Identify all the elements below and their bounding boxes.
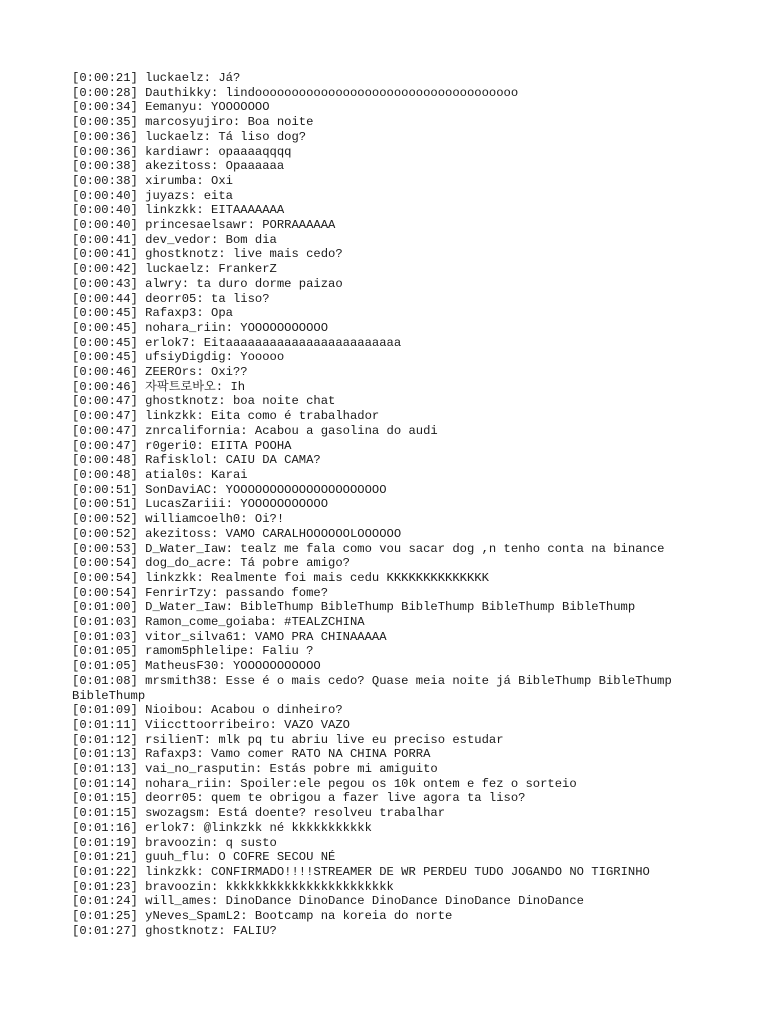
chat-message: lindoooooooooooooooooooooooooooooooooooo <box>225 85 519 100</box>
chat-line: [0:00:54] dog_do_acre: Tá pobre amigo? <box>72 556 350 571</box>
chat-line: [0:01:15] swozagsm: Está doente? resolveu trabalhar <box>72 806 446 821</box>
chat-timestamp: [0:00:36] <box>72 129 138 144</box>
chat-username: luckaelz <box>145 262 204 277</box>
chat-message: boa noite chat <box>232 394 336 409</box>
chat-message: EITAAAAAAA <box>211 203 285 218</box>
chat-username: ramom5phlelipe <box>145 644 248 659</box>
chat-username: vitor_silva61 <box>145 629 241 644</box>
chat-message: Ih <box>230 379 246 394</box>
chat-line: [0:00:41] dev_vedor: Bom dia <box>72 232 277 247</box>
chat-timestamp: [0:00:40] <box>72 218 138 233</box>
chat-message: Eitaaaaaaaaaaaaaaaaaaaaaaaa <box>203 335 402 350</box>
chat-message: Yooooo <box>240 350 285 365</box>
chat-message: ta liso? <box>211 291 270 306</box>
chat-timestamp: [0:00:42] <box>72 262 138 277</box>
chat-message: ta duro dorme paizao <box>196 276 343 291</box>
chat-timestamp: [0:00:54] <box>72 556 138 571</box>
chat-username: nohara_riin <box>145 776 226 791</box>
chat-username: deorr05 <box>145 791 197 806</box>
chat-username: Nioibou <box>145 703 197 718</box>
chat-timestamp: [0:01:03] <box>72 629 138 644</box>
chat-timestamp: [0:00:43] <box>72 276 138 291</box>
chat-line: [0:00:47] ghostknotz: boa noite chat <box>72 394 336 409</box>
chat-timestamp: [0:01:14] <box>72 776 138 791</box>
chat-timestamp: [0:00:38] <box>72 159 138 174</box>
chat-timestamp: [0:00:51] <box>72 482 138 497</box>
chat-message: Estás pobre mi amiguito <box>269 762 438 777</box>
chat-timestamp: [0:00:40] <box>72 203 138 218</box>
chat-message: kkkkkkkkkkkkkkkkkkkkkkk <box>225 879 394 894</box>
chat-timestamp: [0:01:23] <box>72 879 138 894</box>
chat-username: erlok7 <box>145 335 190 350</box>
chat-line: [0:00:40] princesaelsawr: PORRAAAAAA <box>72 218 336 233</box>
chat-username: princesaelsawr <box>145 218 248 233</box>
chat-timestamp: [0:00:45] <box>72 350 138 365</box>
chat-line: [0:01:12] rsilienT: mlk pq tu abriu live eu preciso estudar <box>72 732 504 747</box>
chat-line: [0:00:36] luckaelz: Tá liso dog? <box>72 129 307 144</box>
chat-timestamp: [0:00:47] <box>72 394 138 409</box>
chat-message: Bom dia <box>225 232 277 247</box>
chat-message: Oxi?? <box>211 365 248 380</box>
chat-line: [0:00:45] ufsiyDigdig: Yooooo <box>72 350 285 365</box>
chat-username: MatheusF30 <box>145 659 219 674</box>
chat-message: Tá pobre amigo? <box>240 556 350 571</box>
chat-line: [0:00:51] LucasZariii: YOOOOOOOOOOO <box>72 497 329 512</box>
chat-message: Oxi <box>211 173 233 188</box>
chat-username: luckaelz <box>145 71 204 85</box>
chat-username: guuh_flu <box>145 850 204 865</box>
chat-timestamp: [0:01:27] <box>72 923 138 938</box>
chat-timestamp: [0:01:03] <box>72 615 138 630</box>
chat-message: Esse é o mais cedo? Quase meia noite já BibleThump BibleThump BibleThump <box>72 673 680 703</box>
chat-message: live mais cedo? <box>232 247 343 262</box>
chat-username: marcosyujiro <box>145 115 233 130</box>
chat-line: [0:00:47] r0geri0: EIITA POOHA <box>72 438 292 453</box>
chat-message: #TEALZCHINA <box>284 615 365 630</box>
chat-line: [0:00:36] kardiawr: opaaaaqqqq <box>72 144 292 159</box>
chat-line: [0:00:48] Rafisklol: CAIU DA CAMA? <box>72 453 321 468</box>
chat-timestamp: [0:00:54] <box>72 570 138 585</box>
chat-message: Vamo comer RATO NA CHINA PORRA <box>211 747 431 762</box>
chat-username: will_ames <box>145 894 211 909</box>
chat-line: [0:00:38] akezitoss: Opaaaaaa <box>72 159 285 174</box>
chat-username: ufsiyDigdig <box>145 350 226 365</box>
chat-message: Acabou a gasolina do audi <box>254 423 438 438</box>
chat-username: ghostknotz <box>145 394 219 409</box>
chat-username: yNeves_SpamL2 <box>145 909 241 924</box>
chat-message: YOOOOOOOOOOO <box>240 497 329 512</box>
chat-line: [0:00:45] erlok7: Eitaaaaaaaaaaaaaaaaaaaaaaaa <box>72 335 402 350</box>
chat-message: YOOOOOOO <box>211 100 270 115</box>
chat-timestamp: [0:00:45] <box>72 306 138 321</box>
chat-timestamp: [0:01:21] <box>72 850 138 865</box>
chat-username: Rafaxp3 <box>145 747 197 762</box>
chat-line: [0:00:45] nohara_riin: YOOOOOOOOOOO <box>72 320 329 335</box>
chat-username: nohara_riin <box>145 320 226 335</box>
chat-timestamp: [0:00:44] <box>72 291 138 306</box>
chat-username: ghostknotz <box>145 923 219 938</box>
chat-message: VAZO VAZO <box>284 717 350 732</box>
chat-message: FrankerZ <box>218 262 277 277</box>
chat-message: Opa <box>211 306 233 321</box>
chat-username: vai_no_rasputin <box>145 762 255 777</box>
chat-username: xirumba <box>145 173 197 188</box>
chat-username: alwry <box>145 276 182 291</box>
chat-message: q susto <box>225 835 277 850</box>
chat-message: Faliu ? <box>262 644 314 659</box>
chat-message: tealz me fala como vou sacar dog ,n tenho conta na binance <box>240 541 665 556</box>
chat-timestamp: [0:01:13] <box>72 762 138 777</box>
chat-line: [0:01:25] yNeves_SpamL2: Bootcamp na koreia do norte <box>72 909 453 924</box>
chat-line: [0:01:03] vitor_silva61: VAMO PRA CHINAAAAA <box>72 629 387 644</box>
chat-message: PORRAAAAAA <box>262 218 336 233</box>
chat-username: Eemanyu <box>145 100 197 115</box>
chat-username: D_Water_Iaw <box>145 541 226 556</box>
chat-message: Oi?! <box>254 512 285 527</box>
chat-message: Acabou o dinheiro? <box>211 703 343 718</box>
chat-message: FALIU? <box>232 923 277 938</box>
chat-timestamp: [0:01:16] <box>72 820 138 835</box>
chat-username: bravoozin <box>145 879 211 894</box>
chat-log <box>72 71 712 938</box>
chat-line: [0:00:47] linkzkk: Eita como é trabalhador <box>72 409 380 424</box>
chat-line: [0:00:40] juyazs: eita <box>72 188 233 203</box>
chat-timestamp: [0:01:11] <box>72 717 138 732</box>
chat-message: Opaaaaaa <box>225 159 285 174</box>
chat-username: Rafaxp3 <box>145 306 197 321</box>
chat-timestamp: [0:01:09] <box>72 703 138 718</box>
chat-line: [0:01:16] erlok7: @linkzkk né kkkkkkkkkkk <box>72 820 372 835</box>
chat-timestamp: [0:01:08] <box>72 673 138 688</box>
chat-timestamp: [0:00:36] <box>72 144 138 159</box>
chat-message: Karai <box>211 467 248 482</box>
chat-username: ZEEROrs <box>145 365 197 380</box>
chat-timestamp: [0:00:52] <box>72 512 138 527</box>
chat-line: [0:01:05] MatheusF30: YOOOOOOOOOOO <box>72 659 321 674</box>
chat-line: [0:01:15] deorr05: quem te obrigou a fazer live agora ta liso? <box>72 791 526 806</box>
chat-username: LucasZariii <box>145 497 226 512</box>
chat-line: [0:00:46] 자팍트로바오: Ih <box>72 379 246 394</box>
chat-line: [0:00:51] SonDaviAC: YOOOOOOOOOOOOOOOOOOOOO <box>72 482 387 497</box>
chat-line: [0:01:14] nohara_riin: Spoiler:ele pegou os 10k ontem e fez o sorteio <box>72 776 577 791</box>
chat-timestamp: [0:00:28] <box>72 85 138 100</box>
chat-timestamp: [0:00:40] <box>72 188 138 203</box>
chat-line: [0:01:03] Ramon_come_goiaba: #TEALZCHINA <box>72 615 365 630</box>
chat-message: passando fome? <box>225 585 329 600</box>
chat-message: quem te obrigou a fazer live agora ta liso? <box>211 791 526 806</box>
chat-username: bravoozin <box>145 835 211 850</box>
chat-timestamp: [0:00:41] <box>72 247 138 262</box>
chat-username: r0geri0 <box>145 438 197 453</box>
chat-message: Tá liso dog? <box>218 129 307 144</box>
chat-username: juyazs <box>145 188 190 203</box>
chat-message: BibleThump BibleThump BibleThump BibleThump BibleThump <box>240 600 636 615</box>
chat-line: [0:00:53] D_Water_Iaw: tealz me fala como vou sacar dog ,n tenho conta na binance <box>72 541 665 556</box>
chat-timestamp: [0:00:45] <box>72 335 138 350</box>
chat-line: [0:00:34] Eemanyu: YOOOOOOO <box>72 100 270 115</box>
chat-line: [0:00:47] znrcalifornia: Acabou a gasolina do audi <box>72 423 438 438</box>
chat-line: [0:00:45] Rafaxp3: Opa <box>72 306 233 321</box>
chat-line: [0:01:11] Viiccttoorribeiro: VAZO VAZO <box>72 717 350 732</box>
chat-line: [0:00:46] ZEEROrs: Oxi?? <box>72 365 248 380</box>
chat-timestamp: [0:00:47] <box>72 423 138 438</box>
chat-timestamp: [0:00:41] <box>72 232 138 247</box>
chat-line: [0:00:40] linkzkk: EITAAAAAAA <box>72 203 285 218</box>
chat-username: FenrirTzy <box>145 585 211 600</box>
chat-message: CONFIRMADO!!!!STREAMER DE WR PERDEU TUDO JOGANDO NO TIGRINHO <box>211 864 650 879</box>
chat-line: [0:00:54] FenrirTzy: passando fome? <box>72 585 329 600</box>
chat-message: YOOOOOOOOOOOOOOOOOOOOO <box>225 482 387 497</box>
chat-username: williamcoelh0 <box>145 512 241 527</box>
chat-username: Rafisklol <box>145 453 211 468</box>
chat-line: [0:00:52] williamcoelh0: Oi?! <box>72 512 285 527</box>
chat-timestamp: [0:00:51] <box>72 497 138 512</box>
chat-username: ghostknotz <box>145 247 219 262</box>
chat-line: [0:00:28] Dauthikky: lindoooooooooooooooooooooooooooooooooooo <box>72 85 519 100</box>
chat-line: [0:01:09] Nioibou: Acabou o dinheiro? <box>72 703 343 718</box>
chat-line: [0:00:43] alwry: ta duro dorme paizao <box>72 276 343 291</box>
chat-timestamp: [0:00:46] <box>72 379 138 394</box>
chat-line: [0:01:24] will_ames: DinoDance DinoDance DinoDance DinoDance DinoDance <box>72 894 584 909</box>
chat-line: [0:01:27] ghostknotz: FALIU? <box>72 923 277 938</box>
chat-username: Ramon_come_goiaba <box>145 615 270 630</box>
chat-line: [0:00:52] akezitoss: VAMO CARALHOOOOOOLOOOOOO <box>72 526 402 541</box>
chat-timestamp: [0:00:38] <box>72 173 138 188</box>
chat-username: linkzkk <box>145 409 197 424</box>
chat-username: atial0s <box>145 467 197 482</box>
chat-username: D_Water_Iaw <box>145 600 226 615</box>
chat-message: Boa noite <box>247 115 314 130</box>
chat-timestamp: [0:01:15] <box>72 806 138 821</box>
chat-timestamp: [0:00:47] <box>72 409 138 424</box>
chat-line: [0:00:54] linkzkk: Realmente foi mais cedu KKKKKKKKKKKKKK <box>72 570 489 585</box>
chat-timestamp: [0:00:21] <box>72 71 138 85</box>
chat-username: erlok7 <box>145 820 190 835</box>
chat-line: [0:00:41] ghostknotz: live mais cedo? <box>72 247 343 262</box>
chat-username: akezitoss <box>145 159 211 174</box>
chat-message: Está doente? resolveu trabalhar <box>218 806 446 821</box>
chat-timestamp: [0:01:25] <box>72 909 138 924</box>
chat-message: YOOOOOOOOOOO <box>240 320 329 335</box>
chat-timestamp: [0:00:52] <box>72 526 138 541</box>
chat-timestamp: [0:00:53] <box>72 541 138 556</box>
chat-timestamp: [0:01:22] <box>72 864 138 879</box>
chat-line: [0:01:05] ramom5phlelipe: Faliu ? <box>72 644 314 659</box>
chat-username: luckaelz <box>145 129 204 144</box>
chat-username: dog_do_acre <box>145 556 226 571</box>
chat-message: eita <box>203 188 233 203</box>
chat-timestamp: [0:00:47] <box>72 438 138 453</box>
chat-message: Eita como é trabalhador <box>211 409 380 424</box>
chat-timestamp: [0:00:48] <box>72 467 138 482</box>
chat-line: [0:01:00] D_Water_Iaw: BibleThump BibleThump BibleThump BibleThump BibleThump <box>72 600 636 615</box>
chat-username: linkzkk <box>145 864 197 879</box>
chat-timestamp: [0:00:34] <box>72 100 138 115</box>
chat-username: linkzkk <box>145 203 197 218</box>
chat-timestamp: [0:01:24] <box>72 894 138 909</box>
chat-line: [0:00:42] luckaelz: FrankerZ <box>72 262 277 277</box>
chat-line: [0:01:13] Rafaxp3: Vamo comer RATO NA CHINA PORRA <box>72 747 431 762</box>
chat-message: Já? <box>218 71 241 85</box>
chat-line: [0:00:44] deorr05: ta liso? <box>72 291 270 306</box>
chat-line: [0:00:48] atial0s: Karai <box>72 467 248 482</box>
chat-username: mrsmith38 <box>145 673 211 688</box>
chat-message: EIITA POOHA <box>211 438 292 453</box>
chat-line: [0:01:19] bravoozin: q susto <box>72 835 277 850</box>
chat-line: [0:01:08] mrsmith38: Esse é o mais cedo? Quase meia noite já BibleThump BibleThump BibleThump <box>72 673 680 703</box>
chat-message: DinoDance DinoDance DinoDance DinoDance DinoDance <box>225 894 584 909</box>
chat-username: dev_vedor <box>145 232 211 247</box>
chat-username: linkzkk <box>145 570 197 585</box>
chat-line: [0:00:35] marcosyujiro: Boa noite <box>72 115 314 130</box>
chat-timestamp: [0:00:48] <box>72 453 138 468</box>
chat-line: [0:00:38] xirumba: Oxi <box>72 173 233 188</box>
chat-username: Viiccttoorribeiro <box>145 717 270 732</box>
chat-message: CAIU DA CAMA? <box>225 453 321 468</box>
chat-line: [0:01:23] bravoozin: kkkkkkkkkkkkkkkkkkkkkkk <box>72 879 394 894</box>
chat-username: znrcalifornia <box>145 423 241 438</box>
chat-message: mlk pq tu abriu live eu preciso estudar <box>218 732 504 747</box>
chat-message: Spoiler:ele pegou os 10k ontem e fez o sorteio <box>240 776 577 791</box>
chat-message: VAMO CARALHOOOOOOLOOOOOO <box>225 526 402 541</box>
chat-message: O COFRE SECOU NÉ <box>218 850 336 865</box>
chat-timestamp: [0:01:15] <box>72 791 138 806</box>
chat-username: SonDaviAC <box>145 482 211 497</box>
chat-timestamp: [0:01:12] <box>72 732 138 747</box>
chat-username: kardiawr <box>145 144 204 159</box>
chat-message: YOOOOOOOOOOO <box>232 659 321 674</box>
chat-message: @linkzkk né kkkkkkkkkkk <box>203 820 372 835</box>
chat-timestamp: [0:01:05] <box>72 644 138 659</box>
chat-timestamp: [0:00:45] <box>72 320 138 335</box>
chat-timestamp: [0:00:35] <box>72 115 138 130</box>
chat-message: Realmente foi mais cedu KKKKKKKKKKKKKK <box>211 570 489 585</box>
chat-line: [0:01:22] linkzkk: CONFIRMADO!!!!STREAMER DE WR PERDEU TUDO JOGANDO NO TIGRINHO <box>72 864 650 879</box>
chat-username: deorr05 <box>145 291 197 306</box>
chat-line: [0:01:13] vai_no_rasputin: Estás pobre mi amiguito <box>72 762 438 777</box>
chat-timestamp: [0:00:54] <box>72 585 138 600</box>
chat-timestamp: [0:01:19] <box>72 835 138 850</box>
chat-message: opaaaaqqqq <box>218 144 292 159</box>
chat-message: VAMO PRA CHINAAAAA <box>254 629 387 644</box>
chat-username: Dauthikky <box>145 85 211 100</box>
chat-message: Bootcamp na koreia do norte <box>254 909 453 924</box>
chat-line: [0:00:21] luckaelz: Já? <box>72 71 241 85</box>
chat-line: [0:01:21] guuh_flu: O COFRE SECOU NÉ <box>72 850 336 865</box>
chat-timestamp: [0:01:05] <box>72 659 138 674</box>
chat-username: 자팍트로바오 <box>145 379 216 394</box>
chat-timestamp: [0:01:00] <box>72 600 138 615</box>
chat-timestamp: [0:01:13] <box>72 747 138 762</box>
chat-username: swozagsm <box>145 806 204 821</box>
chat-timestamp: [0:00:46] <box>72 365 138 380</box>
chat-username: rsilienT <box>145 732 204 747</box>
chat-username: akezitoss <box>145 526 211 541</box>
